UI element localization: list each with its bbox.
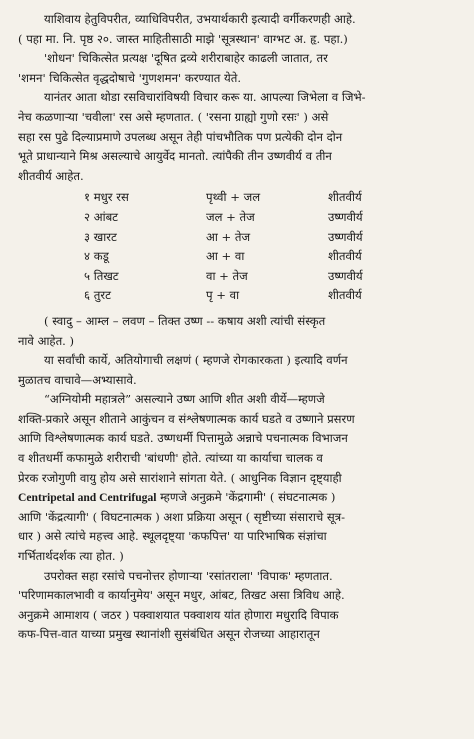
text-line: 'शोधन' चिकित्सेत प्रत्यक्ष 'दूषित द्रव्ये शरीराबाहेर काढली जातात, तर <box>44 51 328 66</box>
rasa-virya: उष्णवीर्य <box>328 209 363 224</box>
text-line: नेच कळणाऱ्या 'चवीला' रस असे म्हणतात. ( 'रसना ग्राह्यो गुणो रसः' ) असे <box>18 109 329 124</box>
text-line: ( पहा मा. नि. पृष्ठ २०. जास्त माहितीसाठी माझे 'सूत्रस्थान' वाग्भट अ. हृ. पहा.) <box>18 31 348 46</box>
english-term: Centripetal and Centrifugal <box>18 491 157 505</box>
rasa-elements: आ + वा <box>206 249 245 264</box>
text-line: ( स्वादु – आम्ल – लवण – तिक्त उष्ण -- कषाय अशी त्यांची संस्कृत <box>44 313 326 328</box>
text-line: 'शमन' चिकित्सेत वृद्धदोषाचे 'गुणशमन' करण्यात येते. <box>18 70 242 85</box>
table-row <box>84 267 418 287</box>
rasa-name: ६ तुरट <box>84 288 111 303</box>
text-line: उपरोक्त सहा रसांचे पचनोत्तर होणाऱ्या 'रसांतराला' 'विपाक' म्हणतात. <box>44 568 333 583</box>
text-line <box>18 488 460 508</box>
text-line: “अग्नियोमी महात्रले” असल्याने उष्ण आणि शीत अशी वीर्ये—म्हणजे <box>44 392 325 407</box>
text-line: गर्भितार्थदर्शक त्या होत. ) <box>18 549 124 564</box>
text-line: आणि विश्लेषणात्मक कार्य घडते. उष्णधर्मी पित्तामुळे अन्नाचे पचनात्मक विभाजन <box>18 431 348 446</box>
paragraph-vipak <box>18 567 460 645</box>
paragraph-shodhan-shaman <box>18 49 460 88</box>
table-row <box>84 208 418 228</box>
table-row <box>84 188 418 208</box>
rasa-elements: पृ + वा <box>206 288 240 303</box>
rasa-virya: शीतवीर्य <box>328 190 362 205</box>
text-line: 'परिणामकालभावी व कार्यानुमेय' असून मधुर, आंबट, तिखट असा त्रिविध आहे. <box>18 588 345 603</box>
rasa-name: ३ खारट <box>84 229 117 244</box>
paragraph-virya <box>18 390 460 566</box>
rasa-virya: शीतवीर्य <box>328 249 362 264</box>
rasa-virya: उष्णवीर्य <box>328 229 363 244</box>
text-line: कफ-पित्त-वात याच्या प्रमुख स्थानांशी सुसंबंधित असून रोजच्या आहारातून <box>18 627 320 642</box>
rasa-elements: आ + तेज <box>206 229 251 244</box>
text-line: याशिवाय हेतुविपरीत, व्याधिविपरीत, उभयार्थकारी इत्यादी वर्गीकरणही आहे. <box>44 12 356 26</box>
text-line: शक्ति-प्रकारे असून शीताने आकुंचन व संश्लेषणात्मक कार्य घडते व उष्णाने प्रसरण <box>18 411 355 426</box>
paragraph-functions <box>18 351 460 390</box>
text-line: या सर्वांची कार्ये, अतियोगाची लक्षणं ( म्हणजे रोगकारकता ) इत्यादि वर्णन <box>44 353 348 368</box>
text-line: यानंतर आता थोडा रसविचारांविषयी विचार करू या. आपल्या जिभेला व जिभे- <box>44 90 366 105</box>
rasa-name: ५ तिखट <box>84 268 119 283</box>
text-line: आणि 'केंद्रत्यागी' ( विघटनात्मक ) अशा प्रक्रिया असून ( सृष्टीच्या संसाराचे सूत्र- <box>18 509 346 524</box>
text-line: धार ) असे त्यांचे महत्त्व आहे. स्थूलदृष्ट्या 'कफपित्त' या पारिभाषिक संज्ञांचा <box>18 529 327 544</box>
rasa-name: २ आंबट <box>84 209 119 224</box>
text-line: प्रेरक रजोगुणी वायु होय असे सारांशाने सांगता येते. ( आधुनिक विज्ञान दृष्ट्याही <box>18 470 342 485</box>
rasa-elements: वा + तेज <box>206 268 248 283</box>
text-line: मुळातच वाचावे—अभ्यासावे. <box>18 372 137 387</box>
paragraph-sanskrit-names <box>18 312 460 351</box>
table-row <box>84 247 418 267</box>
table-row <box>84 228 418 248</box>
text-line: शीतवीर्य आहेत. <box>18 168 84 183</box>
rasa-elements: पृथ्वी + जल <box>206 190 261 205</box>
rasa-table <box>84 188 418 306</box>
rasa-virya: शीतवीर्य <box>328 288 362 303</box>
text-line: अनुक्रमे आमाशय ( जठर ) पक्वाशयात पक्वाशय यांत होणारा मधुरादि विपाक <box>18 607 339 622</box>
paragraph-classification <box>18 10 460 49</box>
rasa-name: १ मधुर रस <box>84 190 129 205</box>
text-line: व शीतधर्मी कफामुळे शरीराची 'बांधणी' होते. त्यांच्या या कार्याचा चालक व <box>18 451 323 466</box>
text-line: सहा रस पुढे दिल्याप्रमाणे उपलब्ध असून तेही पांचभौतिक पण प्रत्येकी दोन दोन <box>18 129 343 144</box>
text-span: म्हणजे अनुक्रमे 'केंद्रगामी' ( संघटनात्मक ) <box>156 490 336 505</box>
paragraph-rasa-intro <box>18 88 460 186</box>
table-row <box>84 286 418 306</box>
text-line: नावे आहेत. ) <box>18 333 75 348</box>
rasa-name: ४ कडू <box>84 249 109 264</box>
rasa-elements: जल + तेज <box>206 209 255 224</box>
text-line: भूते प्राधान्याने मिश्र असल्याचे आयुर्वेद मानतो. त्यांपैकी तीन उष्णवीर्य व तीन <box>18 149 332 164</box>
rasa-virya: उष्णवीर्य <box>328 268 363 283</box>
